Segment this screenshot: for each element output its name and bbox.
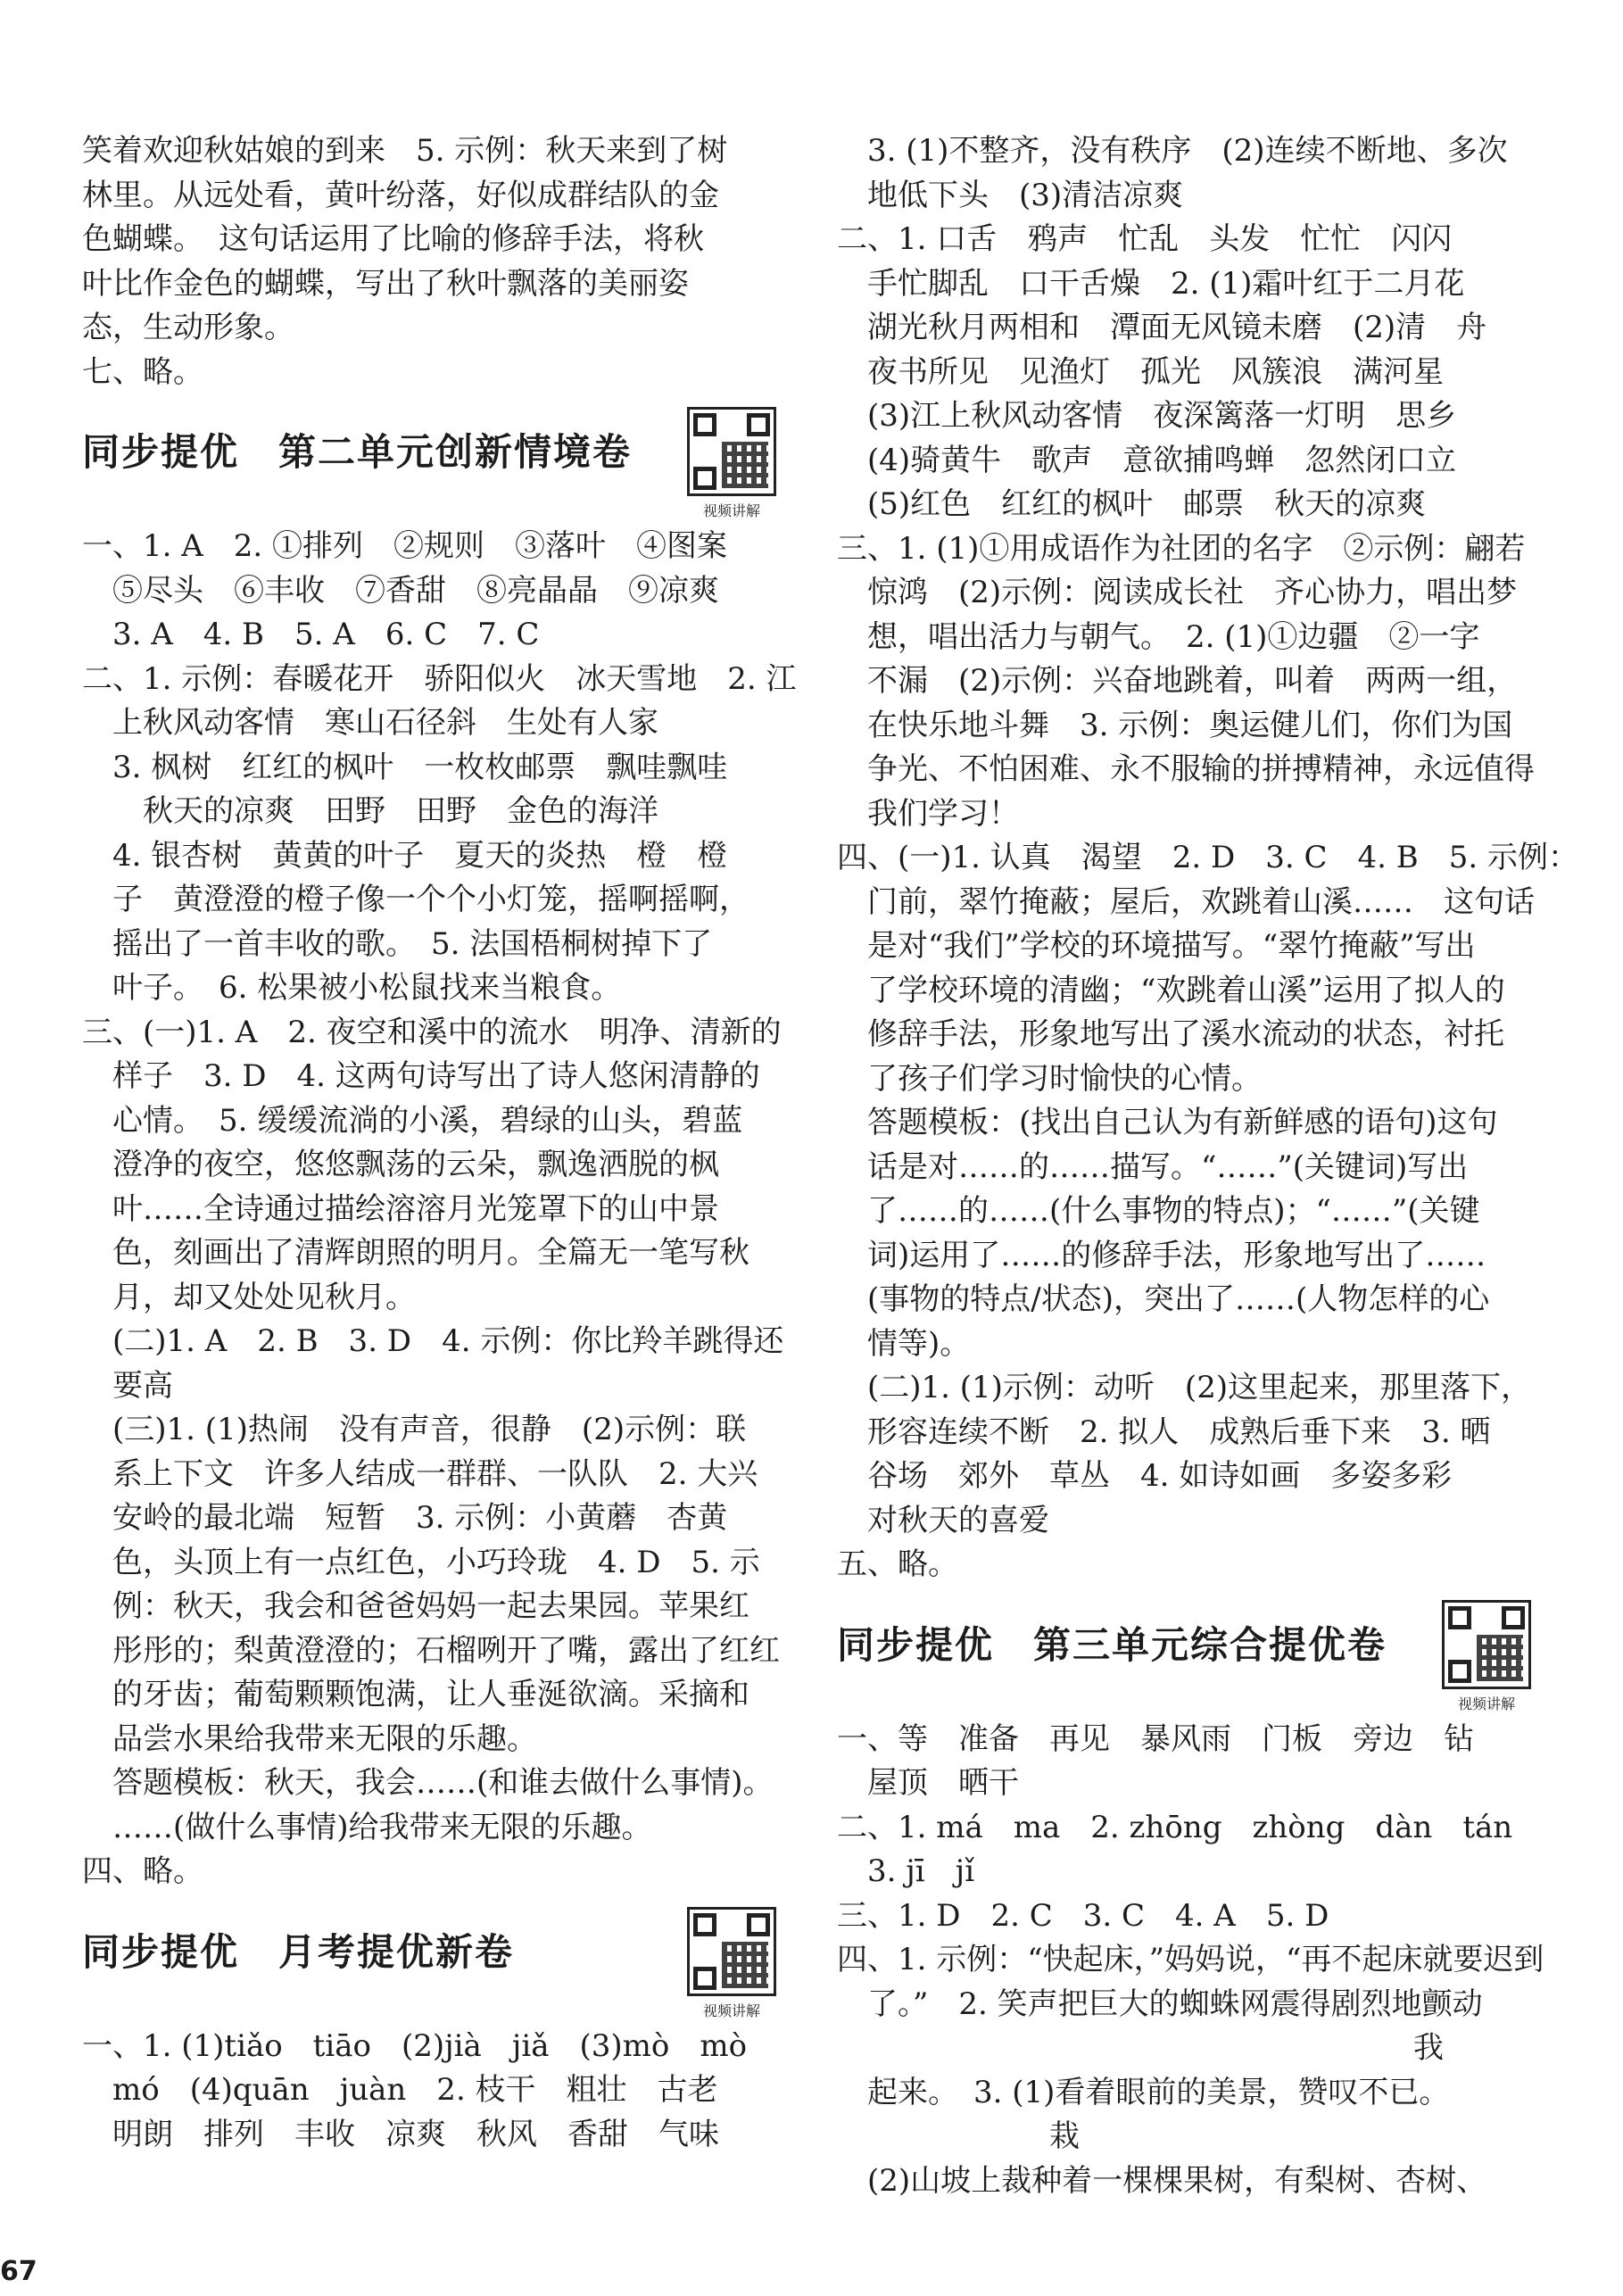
answer-line: 例：秋天，我会和爸爸妈妈一起去果园。苹果红 — [82, 1588, 749, 1624]
answer-block-unit3 — [837, 1718, 1544, 2204]
answer-line: mó (4)quān juàn 2. 枝干 粗壮 古老 — [82, 2072, 718, 2108]
qr-code-icon — [687, 1907, 776, 1996]
answer-line: 系上下文 许多人结成一群群、一队队 2. 大兴 — [82, 1455, 758, 1492]
answer-line: (3)江上秋风动客情 夜深篱落一灯明 思乡 — [837, 398, 1457, 434]
answer-line: 林里。从远处看，黄叶纷落，好似成群结队的金 — [82, 177, 719, 213]
answer-line: 我 — [837, 2030, 1444, 2066]
section-header-unit3 — [837, 1600, 1533, 1712]
section-title: 同步提优 第三单元综合提优卷 — [837, 1622, 1387, 1667]
qr-code[interactable] — [1440, 1600, 1533, 1713]
qr-code-icon — [1442, 1600, 1531, 1689]
page-number: 67 — [0, 2256, 37, 2287]
answer-line: 色蝴蝶。 这句话运用了比喻的修辞手法，将秋 — [82, 221, 704, 257]
section-title: 同步提优 月考提优新卷 — [82, 1929, 515, 1974]
answer-line: 彤彤的；梨黄澄澄的；石榴咧开了嘴，露出了红红 — [82, 1632, 780, 1669]
answer-line: 叶……全诗通过描绘溶溶月光笼罩下的山中景 — [82, 1190, 719, 1227]
qr-code[interactable] — [685, 1907, 778, 2020]
qr-caption: 视频讲解 — [1457, 1695, 1515, 1712]
answer-line: 3. (1)不整齐，没有秩序 (2)连续不断地、多次 — [837, 133, 1508, 169]
answer-line: 安岭的最北端 短暂 3. 示例：小黄蘑 杏黄 — [82, 1500, 728, 1536]
answer-line: 四、略。 — [82, 1853, 203, 1889]
answer-line: 了学校环境的清幽；“欢跳着山溪”运用了拟人的 — [837, 972, 1505, 1008]
answer-line: 三、1. (1)①用成语作为社团的名字 ②示例：翩若 — [837, 530, 1526, 567]
answer-line: 色，头顶上有一点红色，小巧玲珑 4. D 5. 示 — [82, 1544, 760, 1580]
section-title: 同步提优 第二单元创新情境卷 — [82, 430, 633, 474]
answer-line: 态，生动形象。 — [82, 310, 294, 345]
answer-line: 月，却又处处见秋月。 — [82, 1279, 416, 1315]
answer-line: 起来。 3. (1)看着眼前的美景，赞叹不已。 — [837, 2074, 1450, 2110]
answer-line: 心情。 5. 缓缓流淌的小溪，碧绿的山头，碧蓝 — [82, 1102, 743, 1139]
answer-line: 明朗 排列 丰收 凉爽 秋风 香甜 气味 — [82, 2116, 719, 2152]
answer-line: 争光、不怕困难、永不服输的拼搏精神，永远值得 — [837, 751, 1535, 787]
answer-line: 二、1. 口舌 鸦声 忙乱 头发 忙忙 闪闪 — [837, 221, 1453, 257]
answer-line: 不漏 (2)示例：兴奋地跳着，叫着 两两一组， — [837, 663, 1518, 699]
answer-line: 的牙齿；葡萄颗颗饱满，让人垂涎欲滴。采摘和 — [82, 1677, 749, 1712]
answer-line: 3. 枫树 红红的枫叶 一枚枚邮票 飘哇飘哇 — [82, 749, 728, 785]
answer-line: (二)1. (1)示例：动听 (2)这里起来，那里落下， — [837, 1370, 1532, 1405]
answer-line: 秋天的凉爽 田野 田野 金色的海洋 — [82, 793, 658, 829]
answer-line: 湖光秋月两相和 潭面无风镜未磨 (2)清 舟 — [837, 310, 1487, 345]
answer-line: (二)1. A 2. B 3. D 4. 示例：你比羚羊跳得还 — [82, 1323, 784, 1359]
answer-line: (5)红色 红红的枫叶 邮票 秋天的凉爽 — [837, 486, 1427, 522]
answer-line: 二、1. má ma 2. zhōng zhòng dàn tán — [837, 1809, 1513, 1845]
answer-line: 在快乐地斗舞 3. 示例：奥运健儿们，你们为国 — [837, 707, 1513, 743]
answer-line: (4)骑黄牛 歌声 意欲捕鸣蝉 忽然闭口立 — [837, 442, 1457, 478]
answer-line: (事物的特点/状态)，突出了……(人物怎样的心 — [837, 1281, 1490, 1317]
answer-line: 惊鸿 (2)示例：阅读成长社 齐心协力，唱出梦 — [837, 575, 1518, 610]
answer-line: 地低下头 (3)清洁凉爽 — [837, 177, 1184, 213]
answer-line: 对秋天的喜爱 — [837, 1502, 1049, 1538]
answer-line: 品尝水果给我带来无限的乐趣。 — [82, 1720, 537, 1757]
answer-line: 了。” 2. 笑声把巨大的蜘蛛网震得剧烈地颤动 — [837, 1985, 1483, 2022]
answer-line: 色，刻画出了清辉朗照的明月。全篇无一笔写秋 — [82, 1235, 749, 1271]
answer-line: 要高 — [82, 1367, 173, 1404]
answer-line: 想，唱出活力与朝气。 2. (1)①边疆 ②一字 — [837, 618, 1480, 655]
answer-line: 笑着欢迎秋姑娘的到来 5. 示例：秋天来到了树 — [82, 133, 728, 169]
answer-line: 了孩子们学习时愉快的心情。 — [837, 1060, 1262, 1097]
answer-line: ⑤尽头 ⑥丰收 ⑦香甜 ⑧亮晶晶 ⑨凉爽 — [82, 572, 719, 609]
answer-line: 叶子。 6. 松果被小松鼠找来当粮食。 — [82, 970, 622, 1006]
answer-line: (三)1. (1)热闹 没有声音，很静 (2)示例：联 — [82, 1412, 747, 1447]
answer-line: 子 黄澄澄的橙子像一个个小灯笼，摇啊摇啊， — [82, 882, 749, 917]
answer-line: 门前，翠竹掩蔽；屋后，欢跳着山溪…… 这句话 — [837, 883, 1535, 920]
right-column — [837, 129, 1579, 2203]
qr-code-icon — [687, 407, 776, 496]
answer-line: 四、1. 示例：“快起床，”妈妈说，“再不起床就要迟到 — [837, 1942, 1544, 1977]
answer-line: 我们学习！ — [837, 795, 1019, 832]
answer-line: 三、(一)1. A 2. 夜空和溪中的流水 明净、清新的 — [82, 1014, 782, 1050]
answer-line: 七、略。 — [82, 353, 203, 390]
answer-line: 3. jī jǐ — [837, 1853, 975, 1889]
answer-block-top-right — [837, 129, 1579, 1587]
answer-line: ……(做什么事情)给我带来无限的乐趣。 — [82, 1809, 652, 1845]
answer-line: 上秋风动客情 寒山石径斜 生处有人家 — [82, 705, 658, 741]
answer-block-monthly — [82, 2025, 778, 2158]
answer-line: 一、1. (1)tiǎo tiāo (2)jià jiǎ (3)mò mò — [82, 2027, 748, 2064]
answer-line: (2)山坡上裁种着一棵棵果树，有梨树、杏树、 — [837, 2162, 1487, 2199]
answer-line: 是对“我们”学校的环境描写。“翠竹掩蔽”写出 — [837, 928, 1476, 964]
qr-caption: 视频讲解 — [702, 502, 760, 519]
answer-block-top-left — [82, 129, 778, 394]
qr-code[interactable] — [685, 407, 778, 520]
answer-line: 屋顶 晒干 — [837, 1765, 1019, 1801]
answer-line: 叶比作金色的蝴蝶，写出了秋叶飘落的美丽姿 — [82, 265, 689, 302]
answer-block-unit2 — [82, 525, 797, 1894]
answer-line: 修辞手法，形象地写出了溪水流动的状态，衬托 — [837, 1016, 1504, 1052]
answer-line: 3. A 4. B 5. A 6. C 7. C — [82, 617, 540, 652]
answer-line: 答题模板：秋天，我会……(和谁去做什么事情)。 — [82, 1765, 774, 1801]
answer-line: 情等)。 — [837, 1325, 971, 1362]
left-column — [82, 129, 797, 2157]
section-header-unit2 — [82, 407, 778, 519]
answer-line: 一、1. A 2. ①排列 ②规则 ③落叶 ④图案 — [82, 528, 728, 564]
answer-line: 二、1. 示例：春暖花开 骄阳似火 冰天雪地 2. 江 — [82, 660, 797, 697]
answer-line: 样子 3. D 4. 这两句诗写出了诗人悠闲清静的 — [82, 1058, 760, 1094]
answer-line: 四、(一)1. 认真 渴望 2. D 3. C 4. B 5. 示例： — [837, 840, 1579, 875]
answer-line: 夜书所见 见渔灯 孤光 风簇浪 满河星 — [837, 353, 1444, 390]
answer-line: 了……的……(什么事物的特点)；“……”(关键 — [837, 1193, 1480, 1229]
answer-line: 4. 银杏树 黄黄的叶子 夏天的炎热 橙 橙 — [82, 837, 728, 874]
answer-line: 五、略。 — [837, 1546, 958, 1582]
answer-line: 摇出了一首丰收的歌。 5. 法国梧桐树掉下了 — [82, 925, 713, 962]
qr-caption: 视频讲解 — [702, 2002, 760, 2019]
answer-line: 手忙脚乱 口干舌燥 2. (1)霜叶红于二月花 — [837, 265, 1465, 302]
answer-line: 三、1. D 2. C 3. C 4. A 5. D — [837, 1897, 1329, 1934]
answer-line: 谷场 郊外 草丛 4. 如诗如画 多姿多彩 — [837, 1458, 1453, 1494]
answer-line: 词)运用了……的修辞手法，形象地写出了…… — [837, 1237, 1486, 1273]
answer-line: 答题模板：(找出自己认为有新鲜感的语句)这句 — [837, 1105, 1498, 1140]
answer-line: 一、等 准备 再见 暴风雨 门板 旁边 钻 — [837, 1720, 1474, 1757]
answer-line: 栽 — [837, 2118, 1080, 2154]
answer-line: 话是对……的……描写。“……”(关键词)写出 — [837, 1148, 1469, 1185]
section-header-monthly — [82, 1907, 778, 2019]
answer-line: 澄净的夜空，悠悠飘荡的云朵，飘逸洒脱的枫 — [82, 1147, 719, 1182]
answer-line: 形容连续不断 2. 拟人 成熟后垂下来 3. 晒 — [837, 1413, 1491, 1450]
